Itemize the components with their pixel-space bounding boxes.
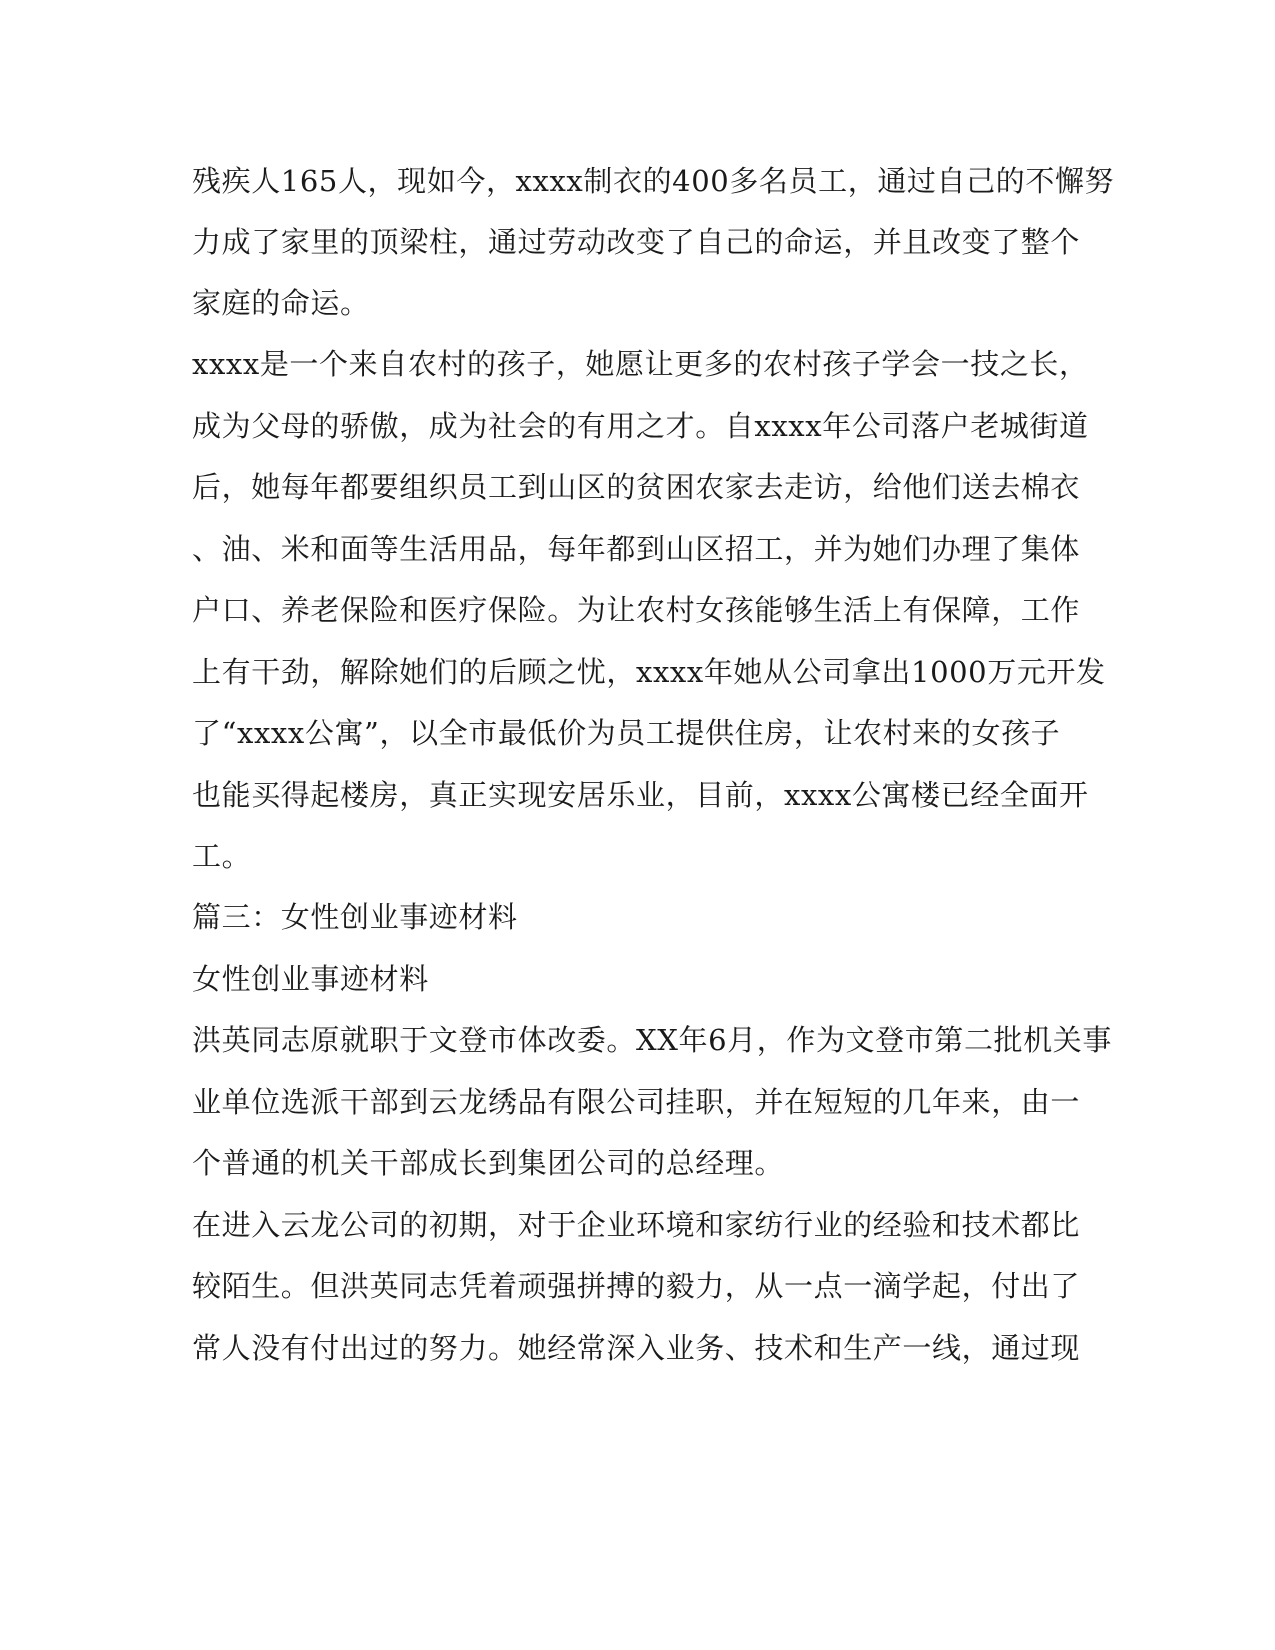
section-heading: 篇三：女性创业事迹材料: [192, 900, 518, 934]
text-line: 力成了家里的顶梁柱，通过劳动改变了自己的命运，并且改变了整个: [192, 225, 1081, 259]
text-line: 常人没有付出过的努力。她经常深入业务、技术和生产一线，通过现: [192, 1331, 1081, 1365]
text-line: 户口、养老保险和医疗保险。为让农村女孩能够生活上有保障，工作: [192, 593, 1081, 627]
text-line: 较陌生。但洪英同志凭着顽强拼搏的毅力，从一点一滴学起，付出了: [192, 1269, 1081, 1303]
text-line: 、油、米和面等生活用品，每年都到山区招工，并为她们办理了集体: [192, 532, 1081, 566]
text-line: 上有干劲，解除她们的后顾之忧，xxxx年她从公司拿出1000万元开发: [192, 655, 1106, 689]
text-line: 在进入云龙公司的初期，对于企业环境和家纺行业的经验和技术都比: [192, 1208, 1081, 1242]
article-title: 女性创业事迹材料: [192, 962, 429, 996]
text-line: 了“xxxx公寓”，以全市最低价为员工提供住房，让农村来的女孩子: [192, 716, 1061, 750]
text-line: 洪英同志原就职于文登市体改委。XX年6月，作为文登市第二批机关事: [192, 1023, 1112, 1057]
text-line: 工。: [192, 839, 252, 873]
text-line: 家庭的命运。: [192, 286, 370, 320]
text-line: 残疾人165人，现如今，xxxx制衣的400多名员工，通过自己的不懈努: [192, 164, 1115, 198]
text-line: 成为父母的骄傲，成为社会的有用之才。自xxxx年公司落户老城街道: [192, 409, 1089, 443]
text-line: 后，她每年都要组织员工到山区的贫困农家去走访，给他们送去棉衣: [192, 470, 1081, 504]
text-line: xxxx是一个来自农村的孩子，她愿让更多的农村孩子学会一技之长，: [192, 347, 1089, 381]
text-line: 业单位选派干部到云龙绣品有限公司挂职，并在短短的几年来，由一: [192, 1085, 1081, 1119]
text-line: 个普通的机关干部成长到集团公司的总经理。: [192, 1146, 785, 1180]
text-line: 也能买得起楼房，真正实现安居乐业，目前，xxxx公寓楼已经全面开: [192, 778, 1089, 812]
